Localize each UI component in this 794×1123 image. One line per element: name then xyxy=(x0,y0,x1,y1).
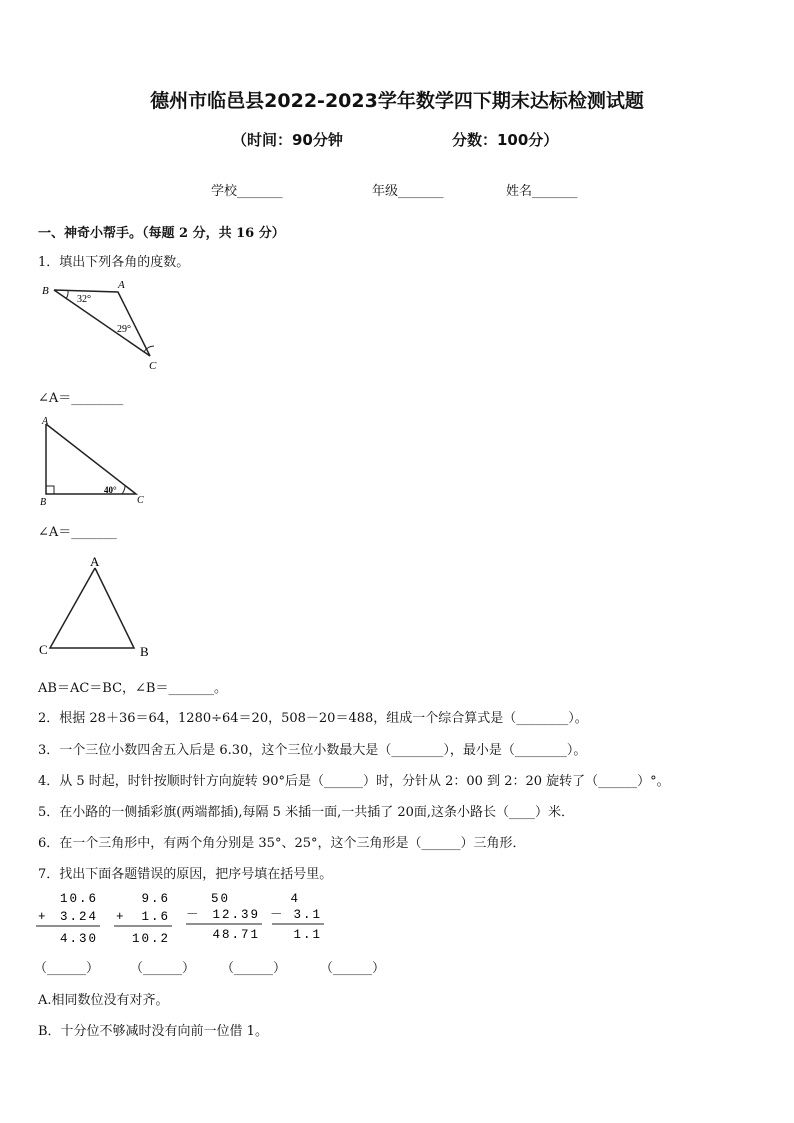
school-field[interactable]: 学校_______ xyxy=(211,184,283,199)
angle-b-arc xyxy=(66,290,68,299)
calc-1-top: 10.6 xyxy=(59,892,98,906)
question-7: 7．找出下面各题错误的原因，把序号填在括号里。 xyxy=(38,867,333,882)
triangle-figure-2 xyxy=(36,414,156,509)
calc-3-bottom: 12.39 xyxy=(212,908,260,922)
answer-2[interactable]: ∠A＝_______ xyxy=(38,525,117,540)
calc-2-operator: + xyxy=(116,910,126,924)
question-1: 1．填出下列各角的度数。 xyxy=(38,255,190,270)
question-5: 5．在小路的一侧插彩旗(两端都插),每隔 5 米插一面,一共插了 20面,这条小路长（____）米． xyxy=(38,805,575,820)
calc-3-operator: － xyxy=(186,908,201,922)
triangle-figure-1 xyxy=(36,278,166,373)
triangle-figure-3 xyxy=(36,552,166,662)
page-title: 德州市临邑县2022-2023学年数学四下期末达标检测试题 xyxy=(150,90,644,112)
angle-c-value: 29° xyxy=(117,324,131,335)
option-a: A.相同数位没有对齐。 xyxy=(38,993,169,1008)
vertex-a-label: A xyxy=(42,416,49,427)
section-heading: 一、神奇小帮手。（每题 2 分，共 16 分） xyxy=(38,226,285,241)
calc-3-answer-blank[interactable]: （______） xyxy=(221,961,287,976)
exam-time: （时间：90分钟 xyxy=(232,131,343,149)
vertex-b-label: B xyxy=(40,497,47,508)
calc-2-top: 9.6 xyxy=(141,892,170,906)
question-2: 2．根据 28＋36＝64，1280÷64＝20，508－20＝488，组成一个综合算式是（________）。 xyxy=(38,711,588,726)
angle-b-value: 32° xyxy=(77,294,91,305)
calc-2-bottom: 1.6 xyxy=(141,910,170,924)
calc-4-result: 1.1 xyxy=(293,928,322,942)
right-angle-mark xyxy=(46,486,54,494)
answer-1[interactable]: ∠A＝________ xyxy=(38,391,124,406)
calc-2-result: 10.2 xyxy=(131,932,170,946)
question-3: 3．一个三位小数四舍五入后是 6.30，这个三位小数最大是（________），最小是（________）。 xyxy=(38,743,587,758)
exam-score: 分数：100分） xyxy=(452,131,559,149)
vertex-a-label: A xyxy=(90,554,100,569)
triangle-3-edges xyxy=(50,568,134,648)
calc-4-bottom: 3.1 xyxy=(293,908,322,922)
calc-1-result: 4.30 xyxy=(59,932,98,946)
angle-c-value: 40° xyxy=(104,485,117,495)
answer-3[interactable]: AB＝AC＝BC，∠B＝_______。 xyxy=(38,681,227,696)
calc-2-answer-blank[interactable]: （______） xyxy=(130,961,196,976)
vertex-c-label: C xyxy=(39,642,48,657)
vertex-a-label: A xyxy=(118,279,125,291)
vertex-c-label: C xyxy=(137,495,144,506)
vertex-b-label: B xyxy=(42,285,49,297)
calc-3-result: 48.71 xyxy=(212,928,260,942)
vertex-c-label: C xyxy=(149,360,157,372)
calc-1-operator: + xyxy=(38,910,48,924)
calc-3-top: 50 xyxy=(210,892,230,906)
calc-1-answer-blank[interactable]: （______） xyxy=(34,961,100,976)
vertical-calculations xyxy=(34,888,334,950)
calc-4-answer-blank[interactable]: （______） xyxy=(320,961,386,976)
calc-1-bottom: 3.24 xyxy=(59,910,98,924)
calc-4-top: 4 xyxy=(290,892,300,906)
triangle-2-edges xyxy=(46,424,136,494)
option-b: B．十分位不够减时没有向前一位借 1。 xyxy=(38,1024,268,1039)
name-field[interactable]: 姓名_______ xyxy=(506,184,578,199)
angle-c-arc xyxy=(122,485,125,494)
calc-4-operator: － xyxy=(270,908,285,922)
question-6: 6．在一个三角形中，有两个角分别是 35°、25°，这个三角形是（______）三角形． xyxy=(38,836,526,851)
question-4: 4．从 5 时起，时针按顺时针方向旋转 90°后是（______）时，分针从 2：00 到 2：20 旋转了（______）°。 xyxy=(38,774,670,789)
grade-field[interactable]: 年级_______ xyxy=(372,184,444,199)
triangle-1-edges xyxy=(54,290,150,356)
vertex-b-label: B xyxy=(140,644,149,659)
